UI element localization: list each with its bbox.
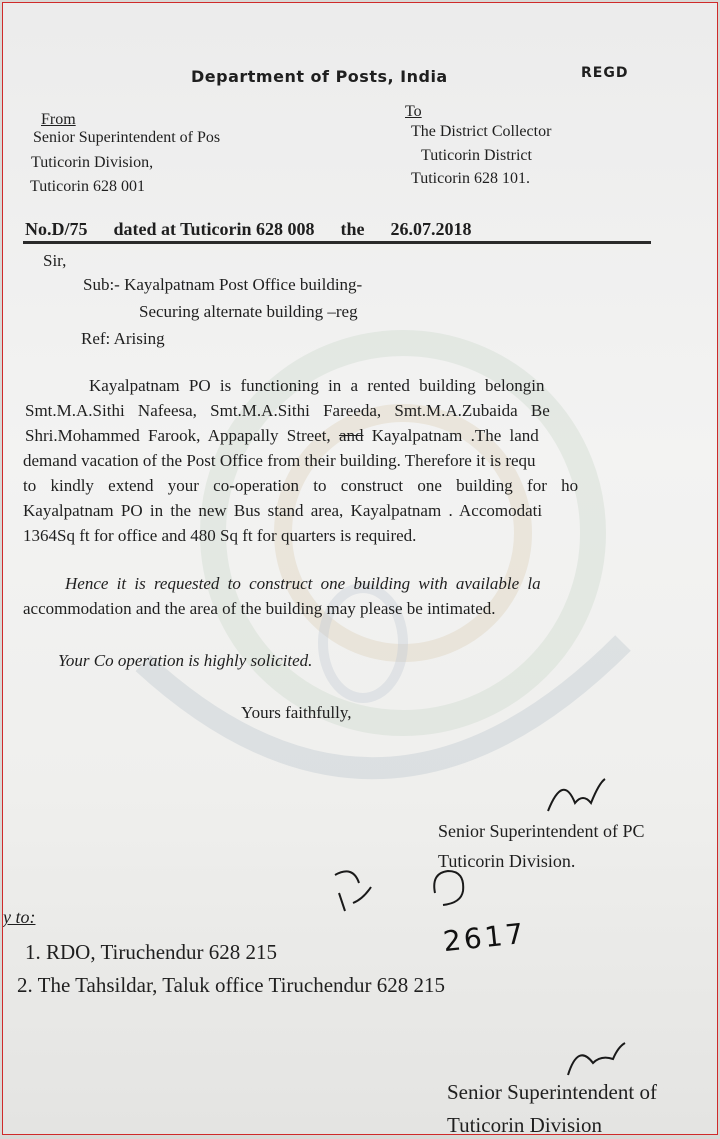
hence-line-2: accommodation and the area of the building may please be intimated. [23,599,496,618]
body-line-1: Kayalpatnam PO is functioning in a rented building belongin [89,376,545,395]
body-line-3-post: Kayalpatnam .The land [363,426,539,445]
to-line-2: Tuticorin District [421,147,532,164]
regd-label: REGD [581,65,629,81]
body-line-5: to kindly extend your co-operation to construct one building for ho [23,476,579,495]
circle-mark [434,871,463,905]
signatory2-title: Senior Superintendent of [447,1080,657,1104]
closing-line: Yours faithfully, [241,703,352,722]
salutation: Sir, [43,251,67,270]
ref-line: Ref: Arising [81,329,165,348]
handwritten-number: 2617 [441,916,528,959]
initial-mark [335,871,371,911]
from-label: From [41,111,76,128]
body-line-3-struck-word: and [338,426,364,445]
subject-line-2: Securing alternate building –reg [139,302,358,321]
from-line-3: Tuticorin 628 001 [30,178,145,195]
body-line-7: 1364Sq ft for office and 480 Sq ft for quarters is required. [23,526,417,545]
letter-page [2,2,718,1135]
handwritten-marks [3,3,718,1135]
copy-to-item-1: 1. RDO, Tiruchendur 628 215 [25,940,278,964]
signatory-title: Senior Superintendent of PC [438,821,645,841]
copy-to-label: y to: [3,907,36,927]
signature-mark-2 [568,1043,625,1075]
from-line-1: Senior Superintendent of Pos [33,129,221,146]
body-line-2: Smt.M.A.Sithi Nafeesa, Smt.M.A.Sithi Fareeda, Smt.M.A.Zubaida Be [25,401,550,420]
signatory2-division: Tuticorin Division [447,1113,602,1135]
cooperation-line: Your Co operation is highly solicited. [58,651,313,670]
reference-date: 26.07.2018 [390,219,472,239]
signatory-division: Tuticorin Division. [438,851,576,871]
body-line-3-pre: Shri.Mohammed Farook, Appapally Street, [25,426,339,445]
subject-line-1: Sub:- Kayalpatnam Post Office building- [83,275,363,294]
to-line-3: Tuticorin 628 101. [411,170,530,187]
reference-the: the [340,219,365,239]
to-label: To [405,103,422,120]
hence-line-1: Hence it is requested to construct one building with available la [65,574,541,593]
reference-dated-at: dated at Tuticorin 628 008 [113,219,315,239]
signature-mark-1 [548,779,605,811]
department-heading: Department of Posts, India [191,67,448,86]
from-line-2: Tuticorin Division, [31,154,154,171]
body-line-6: Kayalpatnam PO in the new Bus stand area, Kayalpatnam . Accomodati [23,501,543,520]
body-line-4: demand vacation of the Post Office from their building. Therefore it is requ [23,451,536,470]
to-line-1: The District Collector [411,123,552,140]
copy-to-item-2: 2. The Tahsildar, Taluk office Tiruchendur 628 215 [17,973,446,997]
reference-number: No.D/75 [25,219,88,239]
